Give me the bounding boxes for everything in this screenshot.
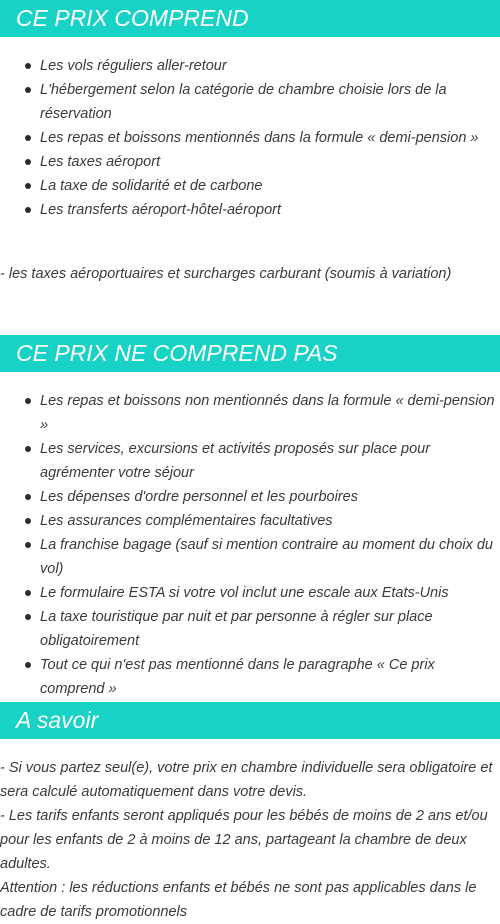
- list-item: Les transferts aéroport-hôtel-aéroport: [0, 198, 500, 222]
- bullet-icon: [25, 207, 31, 213]
- info-section-title: A savoir: [0, 702, 500, 739]
- list-item: L'hébergement selon la catégorie de chambre choisie lors de la réservation: [0, 78, 500, 126]
- includes-list: [0, 54, 500, 222]
- bullet-icon: [25, 135, 31, 141]
- list-item: La taxe de solidarité et de carbone: [0, 174, 500, 198]
- list-item: Les repas et boissons mentionnés dans la formule « demi-pension »: [0, 126, 500, 150]
- bullet-icon: [25, 398, 31, 404]
- list-item: La franchise bagage (sauf si mention contraire au moment du choix du vol): [0, 533, 500, 581]
- info-paragraph: Attention : les réductions enfants et bébés ne sont pas applicables dans le cadre de tarifs promotionnels: [0, 880, 477, 920]
- info-paragraph: - Si vous partez seul(e), votre prix en chambre individuelle sera obligatoire et sera calculé automatiquement dans votre devis.: [0, 760, 493, 800]
- list-item: Les vols réguliers aller-retour: [0, 54, 500, 78]
- bullet-icon: [25, 87, 31, 93]
- bullet-icon: [25, 494, 31, 500]
- bullet-icon: [25, 590, 31, 596]
- includes-section-title: CE PRIX COMPREND: [0, 0, 500, 37]
- list-item: Les repas et boissons non mentionnés dans la formule « demi-pension »: [0, 389, 500, 437]
- includes-note: - les taxes aéroportuaires et surcharges carburant (soumis à variation): [0, 266, 452, 282]
- list-item: Les assurances complémentaires facultatives: [0, 509, 500, 533]
- bullet-icon: [25, 63, 31, 69]
- list-item: Les services, excursions et activités proposés sur place pour agrémenter votre séjour: [0, 437, 500, 485]
- list-item: Les dépenses d'ordre personnel et les pourboires: [0, 485, 500, 509]
- list-item: Le formulaire ESTA si votre vol inclut une escale aux Etats-Unis: [0, 581, 500, 605]
- list-item: La taxe touristique par nuit et par personne à régler sur place obligatoirement: [0, 605, 500, 653]
- info-paragraph: - Les tarifs enfants seront appliqués pour les bébés de moins de 2 ans et/ou pour les enfants de 2 à moins de 12 ans, partageant la chambre de deux adultes.: [0, 808, 488, 872]
- bullet-icon: [25, 542, 31, 548]
- bullet-icon: [25, 662, 31, 668]
- bullet-icon: [25, 159, 31, 165]
- bullet-icon: [25, 614, 31, 620]
- excludes-section-title: CE PRIX NE COMPREND PAS: [0, 335, 500, 372]
- bullet-icon: [25, 446, 31, 452]
- bullet-icon: [25, 183, 31, 189]
- excludes-list: [0, 389, 500, 701]
- list-item: Les taxes aéroport: [0, 150, 500, 174]
- list-item: Tout ce qui n'est pas mentionné dans le paragraphe « Ce prix comprend »: [0, 653, 500, 701]
- bullet-icon: [25, 518, 31, 524]
